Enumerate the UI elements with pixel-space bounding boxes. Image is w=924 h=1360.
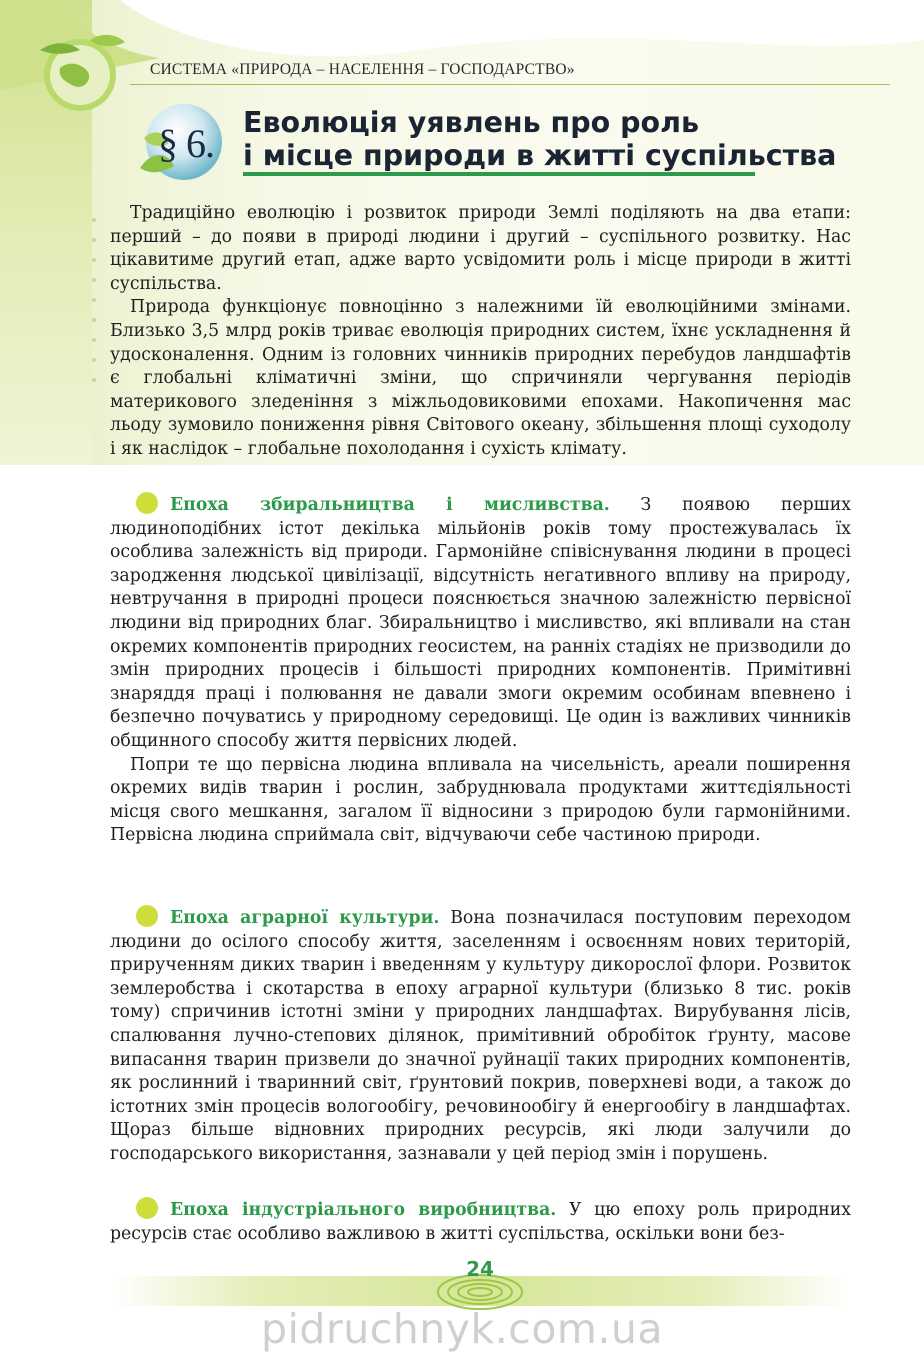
epoch-agrarian-paragraph bbox=[110, 905, 851, 1167]
watermark: pidruchnyk.com.ua bbox=[260, 1305, 664, 1353]
epoch-hunting-extra: Попри те що первісна людина впливала на чисельність, ареали поширення окремих видів тварин і рослин, забруднювала продуктами життєдіяльності місця свого мешкання, загалом її відносини з природою були гармонійними. Первісна людина сприймала світ, відчуваючи себе частиною природи. bbox=[110, 754, 851, 846]
left-dots-decor bbox=[88, 210, 100, 400]
epoch-industrial-heading: Епоха індустріального виробництва. bbox=[170, 1200, 557, 1220]
title-line-2: і місце природи в житті суспільства bbox=[243, 139, 837, 172]
title-line-1: Еволюція уявлень про роль bbox=[243, 106, 699, 139]
section-number: § 6. bbox=[158, 121, 214, 166]
intro-paragraph-2: Природа функціонує повноцінно з належними їй еволюційними змінами. Близько 3,5 млрд років триває еволюція природних систем, їхнє ускладнення й удосконалення. Одним із головних чинників природних перебудов ландшафтів є глобальні кліматичні зміни, що спричиняли чергування періодів материкового зледеніння з міжльодовиковими епохами. Накопичення мас льоду зумовило пониження рівня Світового океану, збільшення площі суходолу і як наслідок – глобальне похолодання і сухість клімату. bbox=[110, 297, 851, 459]
epoch-industrial-paragraph bbox=[110, 1197, 851, 1246]
intro-block bbox=[110, 202, 851, 462]
epoch-industrial-block bbox=[110, 1197, 851, 1246]
epoch-industrial-text: У цю епоху роль природних ресурсів стає особливо важливою в житті суспільства, оскільки вони без- bbox=[110, 1200, 851, 1244]
running-header: СИСТЕМА «ПРИРОДА – НАСЕЛЕННЯ – ГОСПОДАРСТВО» bbox=[150, 61, 575, 78]
epoch-hunting-block bbox=[110, 492, 851, 848]
header-rule bbox=[130, 84, 890, 85]
epoch-hunting-paragraph bbox=[110, 492, 851, 754]
bullet-icon bbox=[136, 492, 158, 514]
epoch-agrarian-block bbox=[110, 905, 851, 1167]
bullet-icon bbox=[136, 905, 158, 927]
globe-leaves-icon bbox=[30, 20, 130, 120]
page-title bbox=[243, 106, 883, 172]
bullet-icon bbox=[136, 1197, 158, 1219]
epoch-agrarian-heading: Епоха аграрної культури. bbox=[170, 908, 440, 928]
intro-paragraph-1: Традиційно еволюцію і розвиток природи Землі поділяють на два етапи: перший – до появи в природі людини і другий – суспільного розвитку. Нас цікавитиме другий етап, адже варто усвідомити роль і місце природи в житті суспільства. bbox=[110, 203, 851, 294]
title-underline bbox=[243, 172, 755, 176]
epoch-hunting-text: З появою перших людиноподібних істот декілька мільйонів років тому простежувалась їх особлива залежність від природи. Гармонійне співіснування людини в процесі зародження людської цивілізації, відсутність негативного впливу на природу, невтручання в природні процеси пояснюється значною залежністю первісної людини від природних благ. Збиральництво і мисливство, які впливали на стан окремих компонентів природних геосистем, на ранніх стадіях не призводили до змін природних процесів і більшості природних компонентів. Примітивні знаряддя праці і полювання не давали змоги окремим особинам впевнено і безпечно почуватись у природному середовищі. Це один із важливих чинників общинного способу життя первісних людей. bbox=[110, 495, 851, 751]
epoch-agrarian-text: Вона позначилася поступовим переходом людини до осілого способу життя, заселенням і освоєнням нових територій, прирученням диких тварин і введенням у культуру дикорослої флори. Розвиток землеробства і скотарства в епоху аграрної культури (близько 8 тис. років тому) спричинив істотні зміни у природних ландшафтах. Вирубування лісів, спалювання лучно-степових ділянок, примітивний обробіток ґрунту, масове випасання тварин призвели до значної руйнації таких природних компонентів, як рослинний і тваринний світ, ґрунтовий покрив, поверхневі води, а також до істотних змін процесів вологообігу, речовинообігу й енергообігу в ландшафтах. Щораз більше відновних природних ресурсів, які люди залучили до господарського використання, зазнавали у цей період змін і порушень. bbox=[110, 908, 851, 1164]
epoch-hunting-heading: Епоха збиральництва і мисливства. bbox=[170, 495, 610, 515]
page-number: 24 bbox=[466, 1257, 494, 1281]
